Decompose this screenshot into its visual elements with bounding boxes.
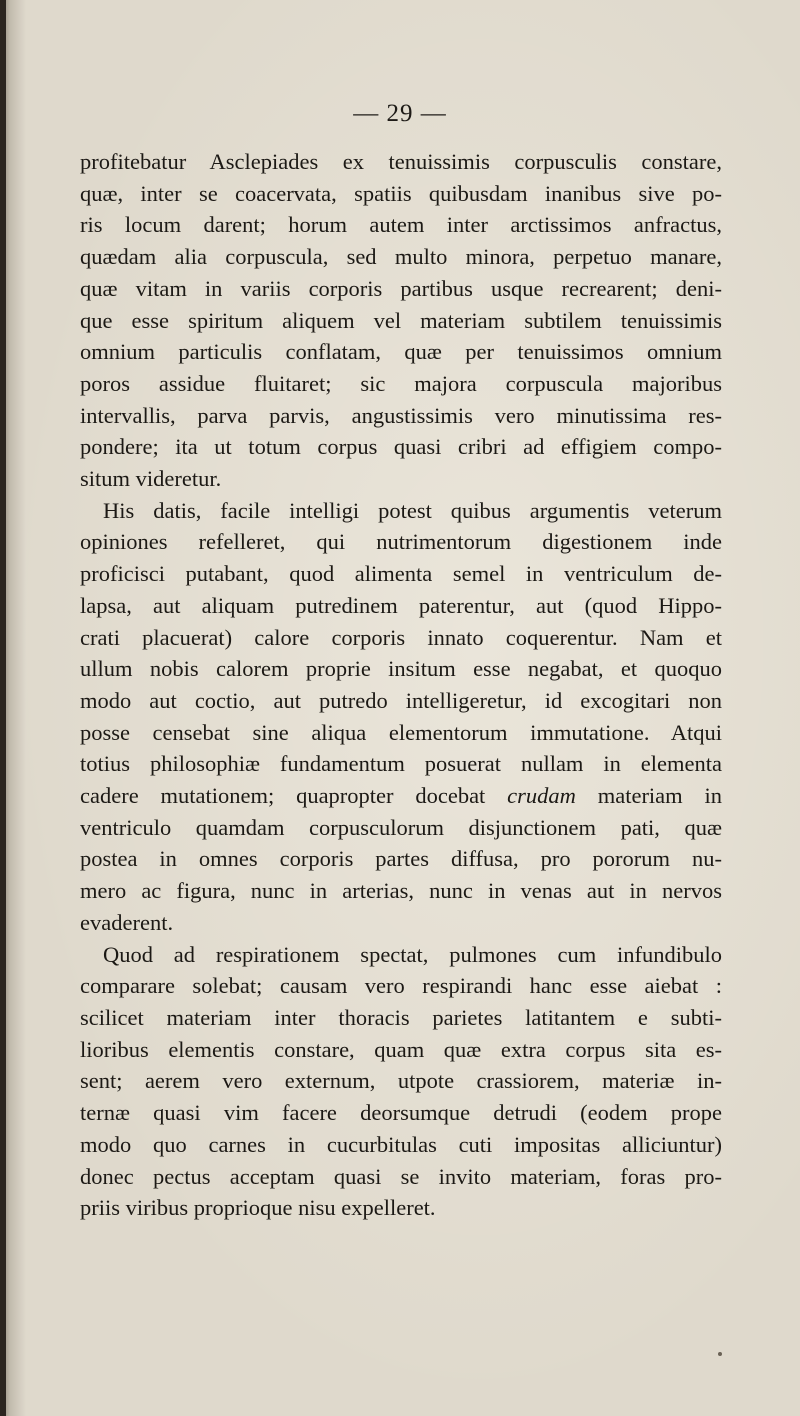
text-line: mero ac figura, nunc in arterias, nunc in venas aut in nervos — [80, 878, 722, 904]
page-number: — 29 — — [353, 100, 447, 127]
text-line: situm videretur. — [80, 466, 222, 492]
text-line: crati placuerat) calore corporis innato coquerentur. Nam et — [80, 624, 722, 650]
text-line: posse censebat sine aliqua elementorum immutatione. Atqui — [80, 719, 722, 745]
text-line: postea in omnes corporis partes diffusa, pro pororum nu- — [80, 846, 722, 872]
text-line: evaderent. — [80, 909, 174, 935]
text-segment: cadere mutationem; quapropter docebat — [80, 783, 508, 809]
text-line: lioribus elementis constare, quam quæ extra corpus sita es- — [80, 1036, 722, 1062]
text-line: donec pectus acceptam quasi se invito materiam, foras pro- — [80, 1163, 722, 1189]
body-text — [80, 146, 722, 1224]
text-line: poros assidue fluitaret; sic majora corpuscula majoribus — [80, 370, 722, 396]
paragraph-1 — [80, 146, 722, 495]
text-line-with-italic — [80, 780, 722, 812]
text-line: priis viribus proprioque nisu expelleret. — [80, 1195, 436, 1221]
text-line: que esse spiritum aliquem vel materiam subtilem tenuissimis — [80, 307, 722, 333]
paragraph-3 — [80, 939, 722, 1224]
text-segment: materiam in — [575, 783, 722, 809]
paragraph-2 — [80, 495, 722, 939]
text-line: comparare solebat; causam vero respirandi hanc esse aiebat : — [80, 973, 722, 999]
text-line: omnium particulis conflatam, quæ per tenuissimos omnium — [80, 339, 722, 365]
text-line: ternæ quasi vim facere deorsumque detrudi (eodem prope — [80, 1100, 722, 1126]
text-line: ris locum darent; horum autem inter arctissimos anfractus, — [80, 212, 722, 238]
text-line: His datis, facile intelligi potest quibus argumentis veterum — [103, 497, 722, 523]
text-line: sent; aerem vero externum, utpote crassiorem, materiæ in- — [80, 1068, 722, 1094]
text-line: profitebatur Asclepiades ex tenuissimis corpusculis constare, — [80, 149, 722, 174]
text-line: totius philosophiæ fundamentum posuerat nullam in elementa — [80, 751, 722, 777]
text-line: proficisci putabant, quod alimenta semel in ventriculum de- — [80, 561, 722, 587]
text-line: scilicet materiam inter thoracis parietes latitantem e subti- — [80, 1004, 722, 1030]
text-line: lapsa, aut aliquam putredinem paterentur, aut (quod Hippo- — [80, 592, 722, 618]
text-line: ullum nobis calorem proprie insitum esse negabat, et quoquo — [80, 656, 722, 682]
text-line: modo aut coctio, aut putredo intelligeretur, id excogitari non — [80, 687, 722, 713]
text-line: pondere; ita ut totum corpus quasi cribri ad effigiem compo- — [80, 434, 722, 460]
text-line: modo quo carnes in cucurbitulas cuti impositas alliciuntur) — [80, 1131, 722, 1157]
italic-word: crudam — [507, 783, 576, 809]
text-line: opiniones refelleret, qui nutrimentorum digestionem inde — [80, 529, 722, 555]
ink-speck — [718, 1352, 722, 1356]
text-line: Quod ad respirationem spectat, pulmones cum infundibulo — [103, 941, 722, 967]
text-line: quæ vitam in variis corporis partibus usque recrearent; deni- — [80, 275, 722, 301]
text-line: ventriculo quamdam corpusculorum disjunctionem pati, quæ — [80, 814, 722, 840]
text-line: quæ, inter se coacervata, spatiis quibusdam inanibus sive po- — [80, 180, 722, 206]
text-line: intervallis, parva parvis, angustissimis vero minutissima res- — [80, 402, 722, 428]
binding-edge — [0, 0, 6, 1416]
text-line: quædam alia corpuscula, sed multo minora, perpetuo manare, — [80, 244, 722, 270]
